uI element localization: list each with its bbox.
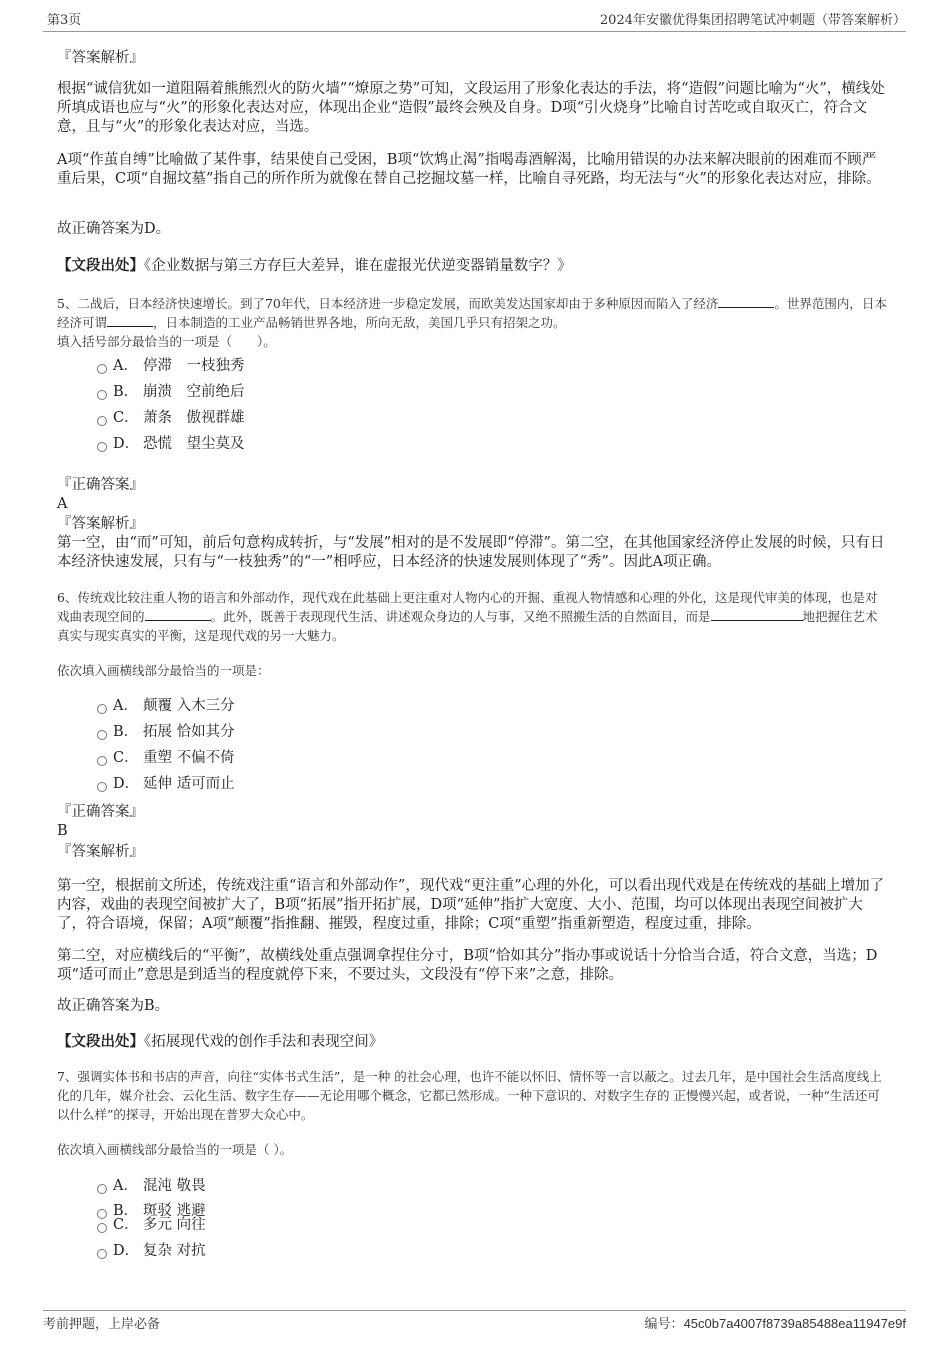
q6-option-b[interactable] bbox=[97, 722, 235, 742]
option-text: 颠覆 入木三分 bbox=[143, 698, 235, 714]
option-letter: C． bbox=[113, 750, 139, 766]
q6-source-title: 《拓展现代戏的创作手法和表现空间》 bbox=[144, 1034, 384, 1050]
option-text: 多元 向往 bbox=[143, 1217, 206, 1233]
q4-source-label: 【文段出处】 bbox=[57, 257, 144, 274]
header-divider bbox=[43, 31, 906, 32]
q6-stem-part-3: 地把握住艺术真实与现实真实的平衡，这是现代戏的另一大魅力。 bbox=[57, 609, 878, 643]
radio-icon[interactable] bbox=[97, 1223, 107, 1233]
q6-option-d[interactable] bbox=[97, 774, 235, 794]
q7-prompt: 依次填入画横线部分最恰当的一项是（ ）。 bbox=[57, 1142, 293, 1157]
q6-blank-1 bbox=[145, 608, 211, 621]
document-title: 2024年安徽优得集团招聘笔试冲刺题（带答案解析） bbox=[599, 13, 906, 28]
option-text: 停滞 一枝独秀 bbox=[143, 358, 245, 374]
q7-option-a[interactable] bbox=[97, 1176, 206, 1196]
radio-icon[interactable] bbox=[97, 1249, 107, 1259]
radio-icon[interactable] bbox=[97, 1184, 107, 1194]
option-text: 萧条 傲视群雄 bbox=[143, 410, 245, 426]
q7-option-d[interactable] bbox=[97, 1241, 206, 1261]
q5-stem-part-2: 。世界范围内，日本经济可谓 bbox=[57, 296, 887, 330]
q6-source-label: 【文段出处】 bbox=[57, 1033, 144, 1050]
option-letter: A． bbox=[113, 358, 138, 374]
q6-option-a[interactable] bbox=[97, 696, 235, 716]
q6-answer-label: 『正确答案』 bbox=[57, 804, 144, 820]
q6-analysis-paragraph-2: 第二空，对应横线后的“平衡”，故横线处重点强调拿捏住分寸，B项“恰如其分”指办事或说话十分恰当合适，符合文意，当选；D项“适可而止”意思是到适当的程度就停下来，不要过头，文段没有“停下来”之意，排除。 bbox=[57, 948, 878, 983]
option-text: 混沌 敬畏 bbox=[143, 1178, 206, 1194]
radio-icon[interactable] bbox=[97, 416, 107, 426]
footer-divider bbox=[43, 1310, 906, 1311]
q6-stem bbox=[57, 588, 889, 645]
q5-prompt: 填入括号部分最恰当的一项是（ ）。 bbox=[57, 334, 276, 349]
radio-icon[interactable] bbox=[97, 704, 107, 714]
option-letter: C． bbox=[113, 410, 139, 426]
q7-option-c[interactable] bbox=[97, 1215, 206, 1235]
q6-option-c[interactable] bbox=[97, 748, 235, 768]
option-letter: B． bbox=[113, 384, 139, 400]
q6-prompt: 依次填入画横线部分最恰当的一项是： bbox=[57, 663, 270, 678]
radio-icon[interactable] bbox=[97, 442, 107, 452]
q5-option-d[interactable] bbox=[97, 434, 245, 454]
q4-analysis-label: 『答案解析』 bbox=[57, 50, 144, 66]
q5-analysis-label: 『答案解析』 bbox=[57, 516, 144, 532]
option-text: 延伸 适可而止 bbox=[143, 776, 235, 792]
option-text: 重塑 不偏不倚 bbox=[143, 750, 235, 766]
q5-option-c[interactable] bbox=[97, 408, 245, 428]
option-letter: D． bbox=[113, 436, 140, 452]
document-code bbox=[645, 1313, 906, 1332]
q6-stem-part-1: 6、传统戏比较注重人物的语言和外部动作，现代戏在此基础上更注重对人物内心的开掘、重视人物情感和心理的外化，这是现代审美的体现，也是对戏曲表现空间的 bbox=[57, 590, 878, 624]
q5-blank-1 bbox=[718, 295, 774, 308]
option-letter: A． bbox=[113, 1178, 138, 1194]
q5-stem-part-1: 5、二战后，日本经济快速增长。到了70年代，日本经济进一步稳定发展，而欧美发达国家却由于多种原因而陷入了经济 bbox=[57, 296, 719, 311]
q4-source bbox=[57, 256, 889, 276]
q5-blank-2 bbox=[107, 314, 153, 327]
q4-conclusion: 故正确答案为D。 bbox=[57, 221, 171, 237]
radio-icon[interactable] bbox=[97, 756, 107, 766]
q5-stem-part-3: ，日本制造的工业产品畅销世界各地，所向无敌，美国几乎只有招架之功。 bbox=[153, 315, 566, 330]
q4-analysis-paragraph-1: 根据“诚信犹如一道阻隔着熊熊烈火的防火墙”“燎原之势”可知，文段运用了形象化表达的手法，将“造假”问题比喻为“火”，横线处所填成语也应与“火”的形象化表达对应，体现出企业“造假”最终会殃及自身。D项“引火烧身”比喻自讨苦吃或自取灭亡，符合文意，且与“火”的形象化表达对应，当选。 bbox=[57, 81, 885, 135]
q6-conclusion: 故正确答案为B。 bbox=[57, 998, 170, 1014]
q6-analysis-paragraph-1: 第一空，根据前文所述，传统戏注重“语言和外部动作”，现代戏“更注重”心理的外化，可以看出现代戏是在传统戏的基础上增加了内容，戏曲的表现空间被扩大了，B项“拓展”指开拓扩展，D项“延伸”指扩大宽度、大小、范围，均可以体现出表现空间被扩大了，符合语境，保留；A项“颠覆”指推翻、摧毁，程度过重，排除；C项“重塑”指重新塑造，程度过重，排除。 bbox=[57, 878, 885, 932]
option-letter: A． bbox=[113, 698, 138, 714]
option-letter: B． bbox=[113, 724, 139, 740]
option-letter: B． bbox=[113, 1203, 139, 1219]
radio-icon[interactable] bbox=[97, 782, 107, 792]
page-number: 第3页 bbox=[47, 13, 82, 28]
radio-icon[interactable] bbox=[97, 730, 107, 740]
q7-stem: 7、强调实体书和书店的声音，向往“实体书式生活”，是一种 的社会心理，也许不能以怀旧、情怀等一言以蔽之。过去几年，是中国社会生活高度线上化的几年，媒介社会、云化生活、数字生存——无论用哪个概念，它都已然形成。一种下意识的、对数字生存的 正慢慢兴起，或者说，一种“生活还可以什么样”的探寻，开始出现在普罗大众心中。 bbox=[57, 1069, 882, 1122]
q6-analysis-label: 『答案解析』 bbox=[57, 844, 144, 860]
q6-answer: B bbox=[57, 823, 68, 839]
q5-option-b[interactable] bbox=[97, 382, 245, 402]
q5-analysis: 第一空，由“而”可知，前后句意构成转折，与“发展”相对的是不发展即“停滞”。第二空，在其他国家经济停止发展的时候，只有日本经济快速发展，只有与“一枝独秀”的“一”相呼应，日本经济的快速发展则体现了“秀”。因此A项正确。 bbox=[57, 535, 885, 570]
option-letter: D． bbox=[113, 1243, 140, 1259]
q6-source bbox=[57, 1032, 889, 1052]
q5-answer-label: 『正确答案』 bbox=[57, 477, 144, 493]
option-text: 拓展 恰如其分 bbox=[143, 724, 235, 740]
option-text: 恐慌 望尘莫及 bbox=[143, 436, 245, 452]
option-text: 复杂 对抗 bbox=[143, 1243, 206, 1259]
footer-slogan: 考前押题，上岸必备 bbox=[43, 1317, 161, 1332]
q5-option-a[interactable] bbox=[97, 356, 245, 376]
q5-answer: A bbox=[57, 496, 68, 512]
q4-source-title: 《企业数据与第三方存巨大差异，谁在虚报光伏逆变器销量数字？》 bbox=[144, 258, 572, 274]
document-code-label: 编号： bbox=[644, 1317, 684, 1332]
option-letter: D． bbox=[113, 776, 140, 792]
option-text: 斑驳 逃避 bbox=[143, 1203, 206, 1219]
option-letter: C． bbox=[113, 1217, 139, 1233]
option-text: 崩溃 空前绝后 bbox=[143, 384, 245, 400]
radio-icon[interactable] bbox=[97, 390, 107, 400]
q5-stem bbox=[57, 294, 889, 351]
document-code-value: 45c0b7a4007f8739a85488ea11947e9f bbox=[683, 1316, 906, 1331]
q4-analysis-paragraph-2: A项“作茧自缚”比喻做了某件事，结果使自己受困，B项“饮鸩止渴”指喝毒酒解渴，比喻用错误的办法来解决眼前的困难而不顾严重后果，C项“自掘坟墓”指自己的所作所为就像在替自己挖掘坟墓一样，比喻自寻死路，均无法与“火”的形象化表达对应，排除。 bbox=[57, 152, 881, 187]
q6-stem-part-2: 。此外，既善于表现现代生活、讲述观众身边的人与事，又绝不照搬生活的自然面目，而是 bbox=[210, 609, 711, 624]
q6-blank-2 bbox=[711, 608, 803, 621]
radio-icon[interactable] bbox=[97, 364, 107, 374]
